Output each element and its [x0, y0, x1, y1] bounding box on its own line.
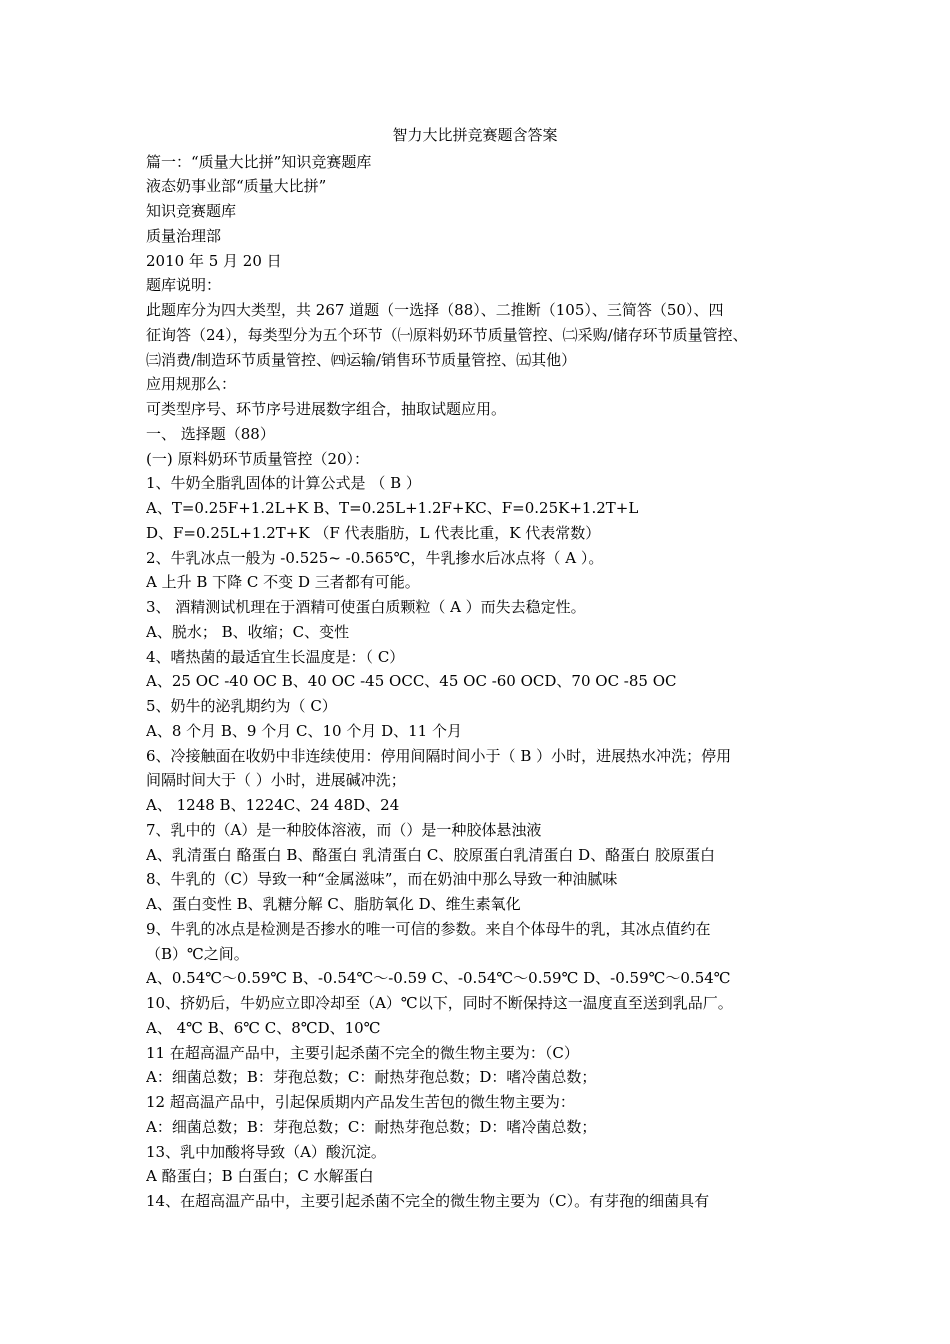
text-line: 此题库分为四大类型，共 267 道题（一选择（88）、二推断（105）、三简答（50）、四	[146, 301, 724, 319]
text-line: 题库说明：	[146, 276, 222, 295]
question-line: 12 超高温产品中，引起保质期内产品发生苦包的微生物主要为：	[146, 1093, 575, 1111]
question-line: 14、在超高温产品中，主要引起杀菌不完全的微生物主要为（C）。有芽孢的细菌具有	[146, 1192, 710, 1210]
option-line: A、 4℃ B、6℃ C、8℃D、10℃	[146, 1018, 381, 1037]
option-line: A 上升 B 下降 C 不变 D 三者都有可能。	[146, 573, 420, 592]
text-line: 可类型序号、环节序号进展数字组合，抽取试题应用。	[146, 400, 507, 418]
option-line: A、25 OC -40 OC B、40 OC -45 OCC、45 OC -60 OCD、70 OC -85 OC	[146, 672, 677, 691]
text-line: 篇一：“质量大比拼”知识竞赛题库	[146, 152, 372, 171]
option-line: A、T=0.25F+1.2L+K B、T=0.25L+1.2F+KC、F=0.25K+1.2T+L	[146, 499, 639, 517]
question-line: 6、冷接触面在收奶中非连续使用：停用间隔时间小于（ B ）小时，进展热水冲洗；停用	[146, 746, 732, 765]
text-line: 知识竞赛题库	[146, 202, 237, 220]
question-line: 8、牛乳的（C）导致一种“金属滋味”，而在奶油中那么导致一种油腻味	[146, 870, 618, 889]
option-line: A：细菌总数；B：芽孢总数；C：耐热芽孢总数；D：嗜冷菌总数；	[146, 1068, 597, 1087]
option-line: A：细菌总数；B：芽孢总数；C：耐热芽孢总数；D：嗜冷菌总数；	[146, 1117, 597, 1136]
question-line: 5、奶牛的泌乳期约为（ C）	[146, 697, 337, 715]
option-line: A、脱水； B、收缩；C、变性	[146, 622, 350, 641]
option-line: A、0.54℃～0.59℃ B、-0.54℃～-0.59 C、-0.54℃～0.59℃ D、-0.59℃～0.54℃	[146, 969, 731, 988]
text-line: 质量治理部	[146, 226, 222, 245]
question-line: 3、 酒精测试机理在于酒精可使蛋白质颗粒（ A ）而失去稳定性。	[146, 598, 586, 616]
question-line: 间隔时间大于（ ）小时，进展碱冲洗；	[146, 771, 406, 790]
option-line: A 酪蛋白；B 白蛋白；C 水解蛋白	[146, 1167, 374, 1186]
question-line: 10、挤奶后，牛奶应立即冷却至（A）℃以下，同时不断保持这一温度直至送到乳品厂。	[146, 994, 733, 1012]
question-line: 11 在超高温产品中，主要引起杀菌不完全的微生物主要为：（C）	[146, 1043, 579, 1062]
question-line: 2、牛乳冰点一般为 -0.525~ -0.565℃，牛乳掺水后冰点将（ A ）。	[146, 548, 604, 567]
option-line: A、8 个月 B、9 个月 C、10 个月 D、11 个月	[146, 721, 462, 740]
option-line: D、F=0.25L+1.2T+K （F 代表脂肪，L 代表比重，K 代表常数）	[146, 523, 601, 542]
option-line: A、 1248 B、1224C、24 48D、24	[146, 796, 400, 814]
question-line: 1、牛奶全脂乳固体的计算公式是 （ B ）	[146, 474, 421, 493]
subsection-heading: (一) 原料奶环节质量管控（20）：	[146, 449, 370, 468]
section-heading: 一、 选择题（88）	[146, 424, 275, 443]
text-line: ㈢消费/制造环节质量管控、㈣运输/销售环节质量管控、㈤其他）	[146, 350, 577, 369]
option-line: A、乳清蛋白 酪蛋白 B、酪蛋白 乳清蛋白 C、胶原蛋白乳清蛋白 D、酪蛋白 胶原蛋白	[146, 845, 715, 864]
text-line: 征询答（24），每类型分为五个环节（㈠原料奶环节质量管控、㈡采购/储存环节质量管控、	[146, 325, 748, 344]
text-line: 液态奶事业部“质量大比拼”	[146, 177, 327, 196]
text-line: 应用规那么：	[146, 375, 237, 394]
question-line: 13、乳中加酸将导致（A）酸沉淀。	[146, 1142, 386, 1161]
question-line: 4、嗜热菌的最适宜生长温度是：（ C）	[146, 647, 405, 666]
question-line: （B）℃之间。	[146, 944, 249, 963]
document-body	[146, 150, 821, 1214]
document-title: 智力大比拼竞赛题含答案	[392, 126, 558, 144]
question-line: 7、乳中的（A）是一种胶体溶液，而（）是一种胶体悬浊液	[146, 820, 542, 839]
question-line: 9、牛乳的冰点是检测是否掺水的唯一可信的参数。来自个体母牛的乳，其冰点值约在	[146, 919, 711, 938]
text-line: 2010 年 5 月 20 日	[146, 251, 282, 270]
option-line: A、蛋白变性 B、乳糖分解 C、脂肪氧化 D、维生素氧化	[146, 895, 521, 913]
